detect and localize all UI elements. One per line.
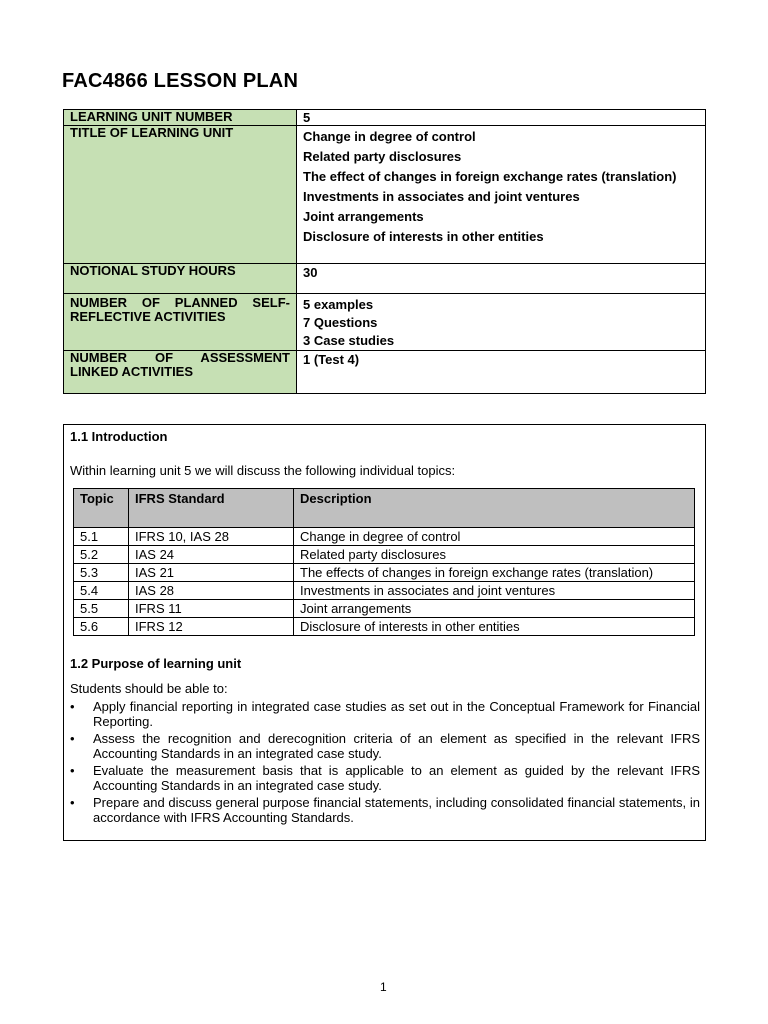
introduction-text: Within learning unit 5 we will discuss the following individual topics: [70, 463, 456, 478]
value-line: 30 [303, 265, 318, 280]
table-row [74, 528, 695, 546]
topics-table [73, 488, 695, 636]
table-row [64, 264, 706, 294]
column-header-description: Description [294, 489, 695, 528]
value-line: The effect of changes in foreign exchange rates (translation) [303, 169, 677, 184]
table-row [64, 110, 706, 126]
value-line: Change in degree of control [303, 129, 476, 144]
learning-unit-info-table [63, 109, 706, 394]
value-line: Disclosure of interests in other entities [303, 229, 544, 244]
list-item [70, 763, 700, 793]
topic-cell: 5.5 [74, 600, 129, 618]
page-number: 1 [380, 980, 387, 994]
table-row [74, 600, 695, 618]
row-value [297, 126, 706, 264]
row-value [297, 351, 706, 394]
description-cell: Disclosure of interests in other entities [294, 618, 695, 636]
row-value [297, 264, 706, 294]
row-label: NUMBER OF PLANNED SELF-REFLECTIVE ACTIVITIES [64, 294, 297, 351]
row-label: NUMBER OF ASSESSMENT LINKED ACTIVITIES [64, 351, 297, 394]
value-line: 5 examples [303, 297, 374, 312]
standard-cell: IAS 21 [129, 564, 294, 582]
table-row [74, 564, 695, 582]
description-cell: Change in degree of control [294, 528, 695, 546]
topic-cell: 5.1 [74, 528, 129, 546]
row-label: TITLE OF LEARNING UNIT [64, 126, 297, 264]
table-row [74, 546, 695, 564]
list-item [70, 731, 700, 761]
table-row [64, 351, 706, 394]
value-line: 3 Case studies [303, 333, 395, 348]
topic-cell: 5.3 [74, 564, 129, 582]
introduction-heading: 1.1 Introduction [70, 429, 168, 444]
learning-unit-content-box [63, 424, 706, 841]
value-line: 1 (Test 4) [303, 352, 360, 367]
standard-cell: IFRS 11 [129, 600, 294, 618]
value-line: Investments in associates and joint ventures [303, 189, 580, 204]
list-item [70, 699, 700, 729]
description-cell: The effects of changes in foreign exchange rates (translation) [294, 564, 695, 582]
description-cell: Related party disclosures [294, 546, 695, 564]
description-cell: Joint arrangements [294, 600, 695, 618]
row-label: LEARNING UNIT NUMBER [64, 110, 297, 126]
topic-cell: 5.4 [74, 582, 129, 600]
bullet-icon: • [70, 763, 75, 778]
standard-cell: IAS 24 [129, 546, 294, 564]
bullet-icon: • [70, 795, 75, 810]
table-row [64, 294, 706, 351]
standard-cell: IAS 28 [129, 582, 294, 600]
value-line: Joint arrangements [303, 209, 424, 224]
column-header-topic: Topic [74, 489, 129, 528]
list-item-text: Prepare and discuss general purpose financial statements, including consolidated financial statements, in accordance with IFRS Accounting Standards. [93, 795, 700, 825]
standard-cell: IFRS 12 [129, 618, 294, 636]
topic-cell: 5.6 [74, 618, 129, 636]
list-item-text: Evaluate the measurement basis that is applicable to an element as guided by the relevant IFRS Accounting Standards in an integrated case study. [93, 763, 700, 793]
value-line: Related party disclosures [303, 149, 462, 164]
bullet-icon: • [70, 731, 75, 746]
topic-cell: 5.2 [74, 546, 129, 564]
standard-cell: IFRS 10, IAS 28 [129, 528, 294, 546]
purpose-list [70, 699, 700, 827]
document-title: FAC4866 LESSON PLAN [62, 70, 299, 92]
description-cell: Investments in associates and joint ventures [294, 582, 695, 600]
list-item-text: Assess the recognition and derecognition criteria of an element as specified in the relevant IFRS Accounting Standards in an integrated case study. [93, 731, 700, 761]
list-item-text: Apply financial reporting in integrated case studies as set out in the Conceptual Framework for Financial Reporting. [93, 699, 700, 729]
table-row [74, 618, 695, 636]
purpose-intro: Students should be able to: [70, 681, 228, 696]
table-row [64, 126, 706, 264]
value-line: 7 Questions [303, 315, 378, 330]
value-line: 5 [303, 110, 311, 125]
row-value [297, 110, 706, 126]
row-label: NOTIONAL STUDY HOURS [64, 264, 297, 294]
list-item [70, 795, 700, 825]
row-value [297, 294, 706, 351]
table-row [74, 582, 695, 600]
bullet-icon: • [70, 699, 75, 714]
purpose-heading: 1.2 Purpose of learning unit [70, 656, 242, 671]
table-header-row [74, 489, 695, 528]
column-header-ifrs-standard: IFRS Standard [129, 489, 294, 528]
